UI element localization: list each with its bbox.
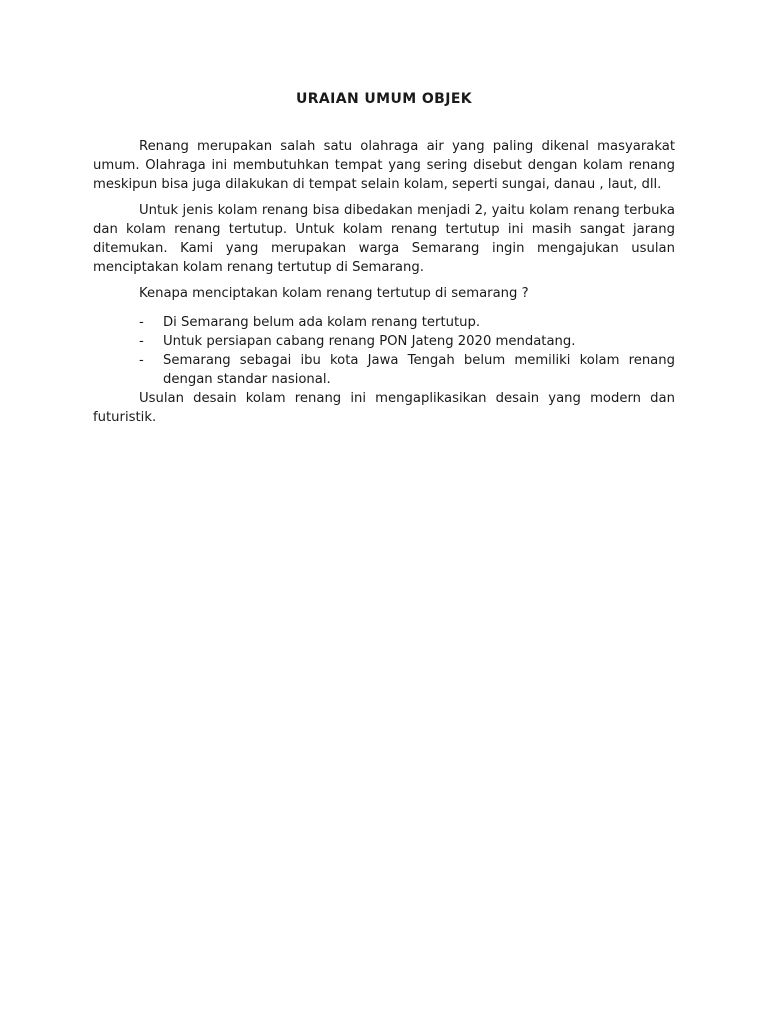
paragraph-closing: Usulan desain kolam renang ini mengaplikasikan desain yang modern dan futuristik. bbox=[93, 391, 675, 425]
question-text: Kenapa menciptakan kolam renang tertutup di semarang ? bbox=[139, 286, 529, 301]
paragraph-pool-types: Untuk jenis kolam renang bisa dibedakan menjadi 2, yaitu kolam renang terbuka dan kolam renang tertutup. Untuk kolam renang tertutup ini masih sangat jarang ditemukan. Kami yang merupakan warga Semarang ingin mengajukan usulan menciptakan kolam renang tertutup di Semarang. bbox=[93, 203, 675, 275]
list-item-text: Untuk persiapan cabang renang PON Jateng 2020 mendatang. bbox=[163, 334, 576, 349]
list-item bbox=[93, 332, 675, 351]
paragraph-intro: Renang merupakan salah satu olahraga air yang paling dikenal masyarakat umum. Olahraga ini membutuhkan tempat yang sering disebut dengan kolam renang meskipun bisa juga dilakukan di tempat selain kolam, seperti sungai, danau , laut, dll. bbox=[93, 139, 675, 192]
bullet-marker: - bbox=[139, 334, 144, 349]
document-body bbox=[93, 90, 675, 427]
list-item-text: Di Semarang belum ada kolam renang tertutup. bbox=[163, 315, 481, 330]
list-item bbox=[93, 313, 675, 332]
bullet-marker: - bbox=[139, 353, 144, 368]
list-item-text: Semarang sebagai ibu kota Jawa Tengah belum memiliki kolam renang dengan standar nasional. bbox=[163, 353, 675, 387]
reasons-list bbox=[93, 313, 675, 389]
document-title: URAIAN UMUM OBJEK bbox=[295, 91, 473, 107]
bullet-marker: - bbox=[139, 315, 144, 330]
list-item bbox=[93, 351, 675, 389]
